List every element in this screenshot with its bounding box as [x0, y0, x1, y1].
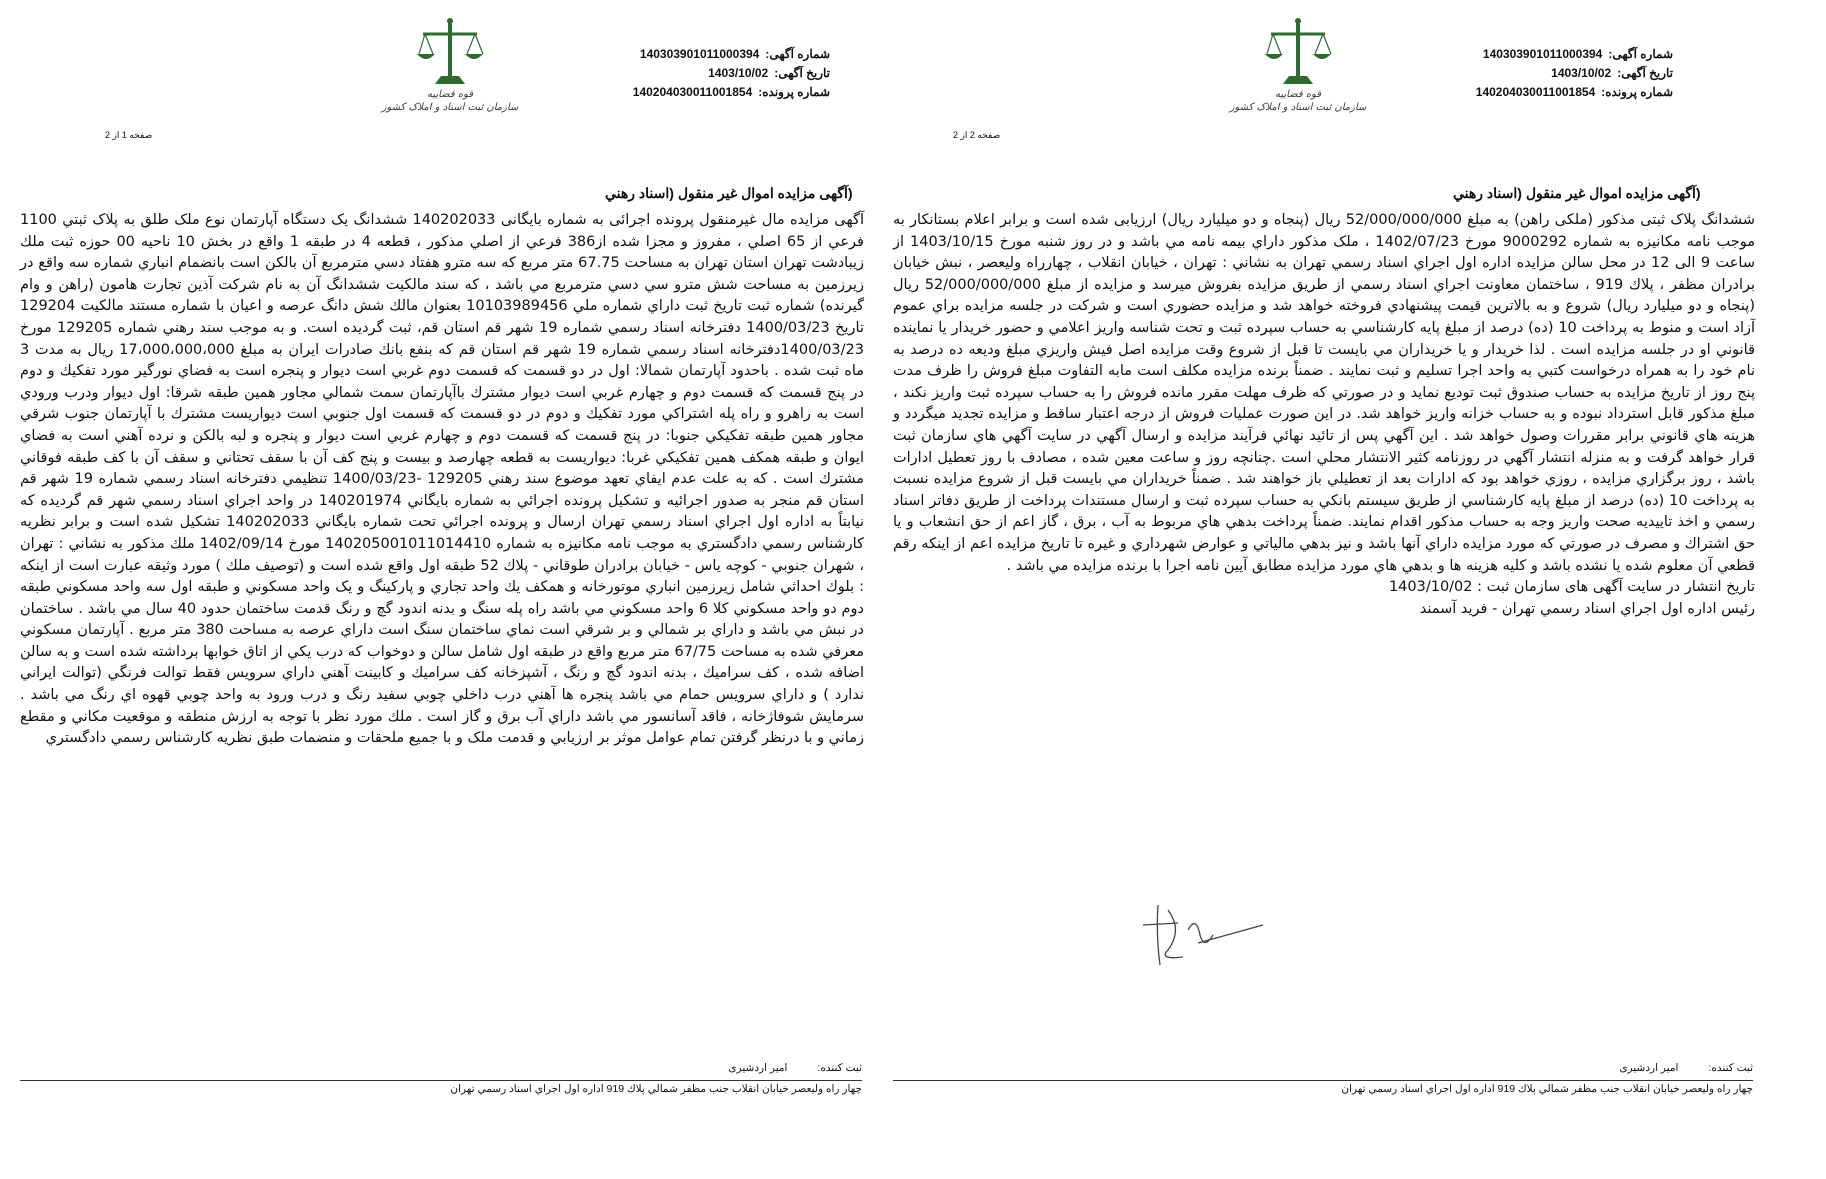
- announcement-title: (آگهی مزایده اموال غیر منقول (اسناد رهني: [1453, 185, 1701, 201]
- ad-date-value: 1403/10/02: [708, 66, 769, 80]
- ad-meta: [1393, 45, 1673, 102]
- handwritten-signature: [1138, 895, 1268, 975]
- ad-number-row: [560, 45, 830, 64]
- ad-number-value: 140303901011000394: [639, 47, 760, 61]
- ad-date-label: تاریخ آگهی:: [774, 66, 830, 80]
- case-number-label: شماره پرونده:: [1601, 85, 1673, 99]
- announcement-body: [893, 210, 1755, 620]
- org-name-registry: سازمان ثبت اسناد و املاک کشور: [381, 102, 519, 113]
- ad-number-label: شماره آگهی:: [765, 47, 830, 61]
- ad-number-row: [1393, 45, 1673, 64]
- announcement-title: (آگهی مزایده اموال غیر منقول (اسناد رهني: [605, 185, 853, 201]
- creator-label: ثبت کننده:: [1708, 1062, 1753, 1074]
- org-name-registry: سازمان ثبت اسناد و املاک کشور: [1229, 102, 1367, 113]
- org-name-judiciary: قوه قضاییه: [426, 89, 474, 100]
- page-footer: [893, 1060, 1753, 1097]
- announcement-page-2: [893, 0, 1773, 1179]
- judiciary-emblem: [375, 18, 525, 128]
- page-number: صفحه 1 از 2: [105, 130, 153, 140]
- office-address: چهار راه وليعصر خيابان انقلاب جنب مظفر شمالي پلاك 919 اداره اول اجراي اسناد رسمي تهران: [1341, 1083, 1753, 1095]
- page-number: صفحه 2 از 2: [953, 130, 1001, 140]
- office-address: چهار راه وليعصر خيابان انقلاب جنب مظفر شمالي پلاك 919 اداره اول اجراي اسناد رسمي تهران: [450, 1083, 862, 1095]
- ad-number-value: 140303901011000394: [1482, 47, 1603, 61]
- case-number-row: [560, 83, 830, 102]
- creator-row: [20, 1060, 862, 1076]
- ad-date-row: [1393, 64, 1673, 83]
- org-name-judiciary: قوه قضاییه: [1274, 89, 1322, 100]
- page-footer: [20, 1060, 862, 1097]
- case-number-label: شماره پرونده:: [758, 85, 830, 99]
- announcement-page-1: [20, 0, 900, 1179]
- creator-name: امیر اردشیری: [1619, 1062, 1679, 1074]
- ad-date-label: تاریخ آگهی:: [1617, 66, 1673, 80]
- announcement-body-text: ششدانگ پلاک ثبتی مذکور (ملکی راهن) به مبلغ 52/000/000/000 ريال (پنجاه و دو ميليارد ريال) ارزيابی شده است و برابر اعلام بستانکار به موجب نامه مکانيزه به شماره 9000292 مورخ 1402/07/23 ، ملک مذکور داراي بيمه نامه مي باشد و در روز شنبه مورخ 1403/10/15 از ساعت 9 الی 12 در محل سالن مزايده اداره اول اجراي اسناد رسمي تهران به نشاني : تهران ، خيابان انقلاب ، چهارراه وليعصر ، نبش خيابان برادران مظفر ، پلاك 919 ، ساختمان معاونت اجراي اسناد رسمي از طريق مزايده بفروش ميرسد و مزايده از مبلغ 52/000/000/000 ريال (پنجاه و دو ميليارد ريال) شروع و به بالاترين قيمت پيشنهادي فروخته خواهد شد و مزايده حضوري است و شركت در جلسه مزايده براي عموم آزاد است و منوط به پرداخت 10 (ده) درصد از مبلغ پايه كارشناسي به حساب سپرده ثبت و تحت شناسه واريز اعلامي و حضور خريدار يا نماينده قانوني او در جلسه مزايده است . لذا خريدار و يا خريداران مي بايست تا قبل از شروع وقت مزايده اصل فيش واريزي مبلغ وديعه ده درصد به نام خود را به همراه درخواست كتبي به واحد اجرا تسليم و ثبت نمايند . ضمناً برنده مزايده مكلف است مابه التفاوت مبلغ فروش را ظرف مدت پنج روز از تاريخ مزايده به حساب صندوق ثبت توديع نمايد و در صورتي كه ظرف مهلت مقرر مانده فروش را به حساب سپرده ثبت واريز نكند ، مبلغ مذكور قابل استرداد نبوده و به حساب خزانه واريز خواهد شد. در اين صورت عمليات فروش از درجه اعتبار ساقط و مزايده تجديد ميگردد و هزينه هاي قانوني برابر مقررات وصول خواهد شد . اين آگهي پس از تائيد نهائي فرآيند مزايده و ارسال آگهي در سايت آگهي هاي سازمان ثبت قرار خواهد گرفت و به منزله انتشار آگهي در روزنامه كثير الانتشار محلي است .چنانچه روز و ساعت معين شده ، مصادف با روز تعطيل ادارات باشد ، روز برگزاري مزايده ، روزي خواهد بود كه ادارات بعد از تعطيلي باز خواهند شد . ضمناً خريداران مي بايست قبل از شروع مزايده نسبت به پرداخت 10 (ده) درصد از مبلغ پايه كارشناسي از طريق سيستم بانكي به حساب سپرده ثبت و ارسال مستندات پرداخت از طريق دفاتر اسناد رسمي و اخذ تاييديه صحت واريز وجه به حساب مذكور اقدام نمايند. ضمناً پرداخت بدهي هاي مربوط به آب ، برق ، گاز اعم از حق انشعاب و يا حق اشتراك و مصرف در صورتي كه مورد مزايده داراي آنها باشد و نيز بدهي مالياتي و عوارض شهرداري و غيره تا تاريخ مزايده اعم از اينكه رقم قطعي آن معلوم شده يا نشده باشد و كليه هزينه ها و بدهي هاي مورد مزايده مطابق آيين نامه اجرا با برنده مزايده مي باشد .: [893, 212, 1756, 574]
- case-number-value: 140204030011001854: [1475, 85, 1596, 99]
- announcement-body: آگهی مزايده مال غيرمنقول پرونده اجرائی به شماره بايگانی 140202033 ششدانگ يک دستگاه آپارتمان نوع ملک طلق به پلاک ثبتي 1100 فرعي از 65 اصلي ، مفروز و مجزا شده از386 فرعي از اصلي مذكور ، قطعه 4 در طبقه 1 واقع در بخش 10 ناحيه 00 حوزه ثبت ملك زيبادشت تهران استان تهران به مساحت 67.75 متر مربع كه سه مترو هفتاد دسي مترمربع آن بالكن است بانضمام انباري شماره سه واقع در زيرزمين به مساحت شش مترو سي دسي مترمربع مي باشد ، كه سند مالكيت ششدانگ آن به نام شركت آذين تجارت هامون (راهن و وام گيرنده) شماره ثبت تاريخ ثبت داراي شماره ملي 10103989456 بعنوان مالك شش دانگ عرصه و اعيان با شماره مستند مالكيت 129204 تاريخ 1400/03/23 دفترخانه اسناد رسمي شماره 19 شهر قم استان قم، ثبت گرديده است. و به موجب سند رهني شماره 129205 مورخ 1400/03/23دفترخانه اسناد رسمي شماره 19 شهر قم استان قم كه بنفع بانك صادرات ايران به مبلغ 17،000،000،000 ريال به مدت 3 ماه ثبت شده . باحدود آپارتمان شمالا: اول در دو قسمت كه قسمت دوم غربي است ديوار و پنجره است به فضاي نورگير مورد تفكيك و دوم در پنج قسمت كه قسمت دوم و چهارم غربي است ديوار مشترك باآپارتمان سمت شمالي مجاور همين طبقه شرقا: اول ديوار ودرب ورودي است به راهرو و راه پله اشتراكي مورد تفكيك و دوم در دو قسمت كه قسمت اول جنوبي است ديواريست مشترك با آپارتمان جنوب شرقي مجاور همين طبقه تفكيكي جنوبا: در پنج قسمت كه قسمت دوم و چهارم غربي است ديوار و پنجره و لبه بالكن و نرده آهني است به فضاي ايوان و طبقه همكف همين تفكيكي غربا: ديواريست به قطعه چهارصد و بيست و پنج كف آن با سقف تحتاني و سقف آن با كف طبقه فوقاني مشترك است . كه به علت عدم ايفاي تعهد موضوع سند رهني 129205 -1400/03/23 تنظيمي دفترخانه اسناد رسمي شماره 19 شهر قم استان قم منجر به صدور اجرائيه و تشكيل پرونده اجرائي به شماره بايگاني 140201974 در واحد اجراي اسناد رسمي شهر قم گرديده كه نيابتاً به اداره اول اجراي اسناد رسمي تهران ارسال و پرونده اجرائي تحت شماره بايگاني 140202033 تشكيل شده است و برابر نظريه كارشناس رسمي دادگستري به موجب نامه مكانيزه به شماره 140205001011014410 مورخ 1402/09/14 ملك مذكور به نشاني : تهران ، شهران جنوبي - كوچه ياس - خيابان برادران طوقاني - پلاك 52 طبقه اول واقع شده است و (توصيف ملك ) مورد وثيقه عبارت است از اينكه : بلوك احداثي شامل زيرزمين انباري موتورخانه و همكف يك واحد تجاري و پاركينگ و يک واحد مسكوني و طبقه اول سه واحد مسكوني طبقه دوم دو واحد مسكوني كلا 6 واحد مسكوني مي باشد راه پله سنگ و بدنه اندود گچ و رنگ قدمت ساختمان حدود 40 سال مي باشد . ساختمان در نبش مي باشد و داراي بر شمالي و بر شرقي است نماي ساختمان سنگ است داراي عرصه به مساحت 380 متر مربع . آپارتمان مسكوني معرفي شده به مساحت 67/75 متر مربع واقع در طبقه اول شامل سالن و دوخواب كه درب يكي از اتاق خوابها برداشته شده است و به سالن اضافه شده ، كف سراميك ، بدنه اندود گچ و رنگ ، آشپزخانه كف سراميك و كابينت آهني داراي سرويس فقط توالت فرنگي (توالت ايراني ندارد ) و داراي سرويس حمام مي باشد پنجره ها آهني درب داخلي چوبي سفيد رنگ و درب ورود به واحد چوبي قهوه اي رنگ مي باشد . سرمايش شوفاژخانه ، فاقد آسانسور مي باشد داراي آب برق و گاز است . ملك مورد نظر با توجه به ارزش منطقه و موقعيت مكاني و مقطع زماني و با درنظر گرفتن تمام عوامل موثر بر ارزيابي و قدمت ملک و با جميع ملحقات و منضمات طبق نظريه كارشناس رسمي دادگستري: [20, 212, 865, 747]
- case-number-row: [1393, 83, 1673, 102]
- ad-meta: [560, 45, 830, 102]
- creator-row: [893, 1060, 1753, 1076]
- official-signatory-line: رئيس اداره اول اجراي اسناد رسمي تهران - فريد آسمند: [1419, 600, 1755, 617]
- publish-date-line: تاريخ انتشار در سايت آگهی های سازمان ثبت : 1403/10/02: [1388, 579, 1755, 596]
- ad-date-row: [560, 64, 830, 83]
- scales-of-justice-icon: [415, 18, 485, 88]
- scales-of-justice-icon: [1263, 18, 1333, 88]
- judiciary-emblem: [1223, 18, 1373, 128]
- creator-name: امیر اردشیری: [728, 1062, 788, 1074]
- ad-date-value: 1403/10/02: [1551, 66, 1612, 80]
- case-number-value: 140204030011001854: [632, 85, 753, 99]
- creator-label: ثبت کننده:: [817, 1062, 862, 1074]
- ad-number-label: شماره آگهی:: [1608, 47, 1673, 61]
